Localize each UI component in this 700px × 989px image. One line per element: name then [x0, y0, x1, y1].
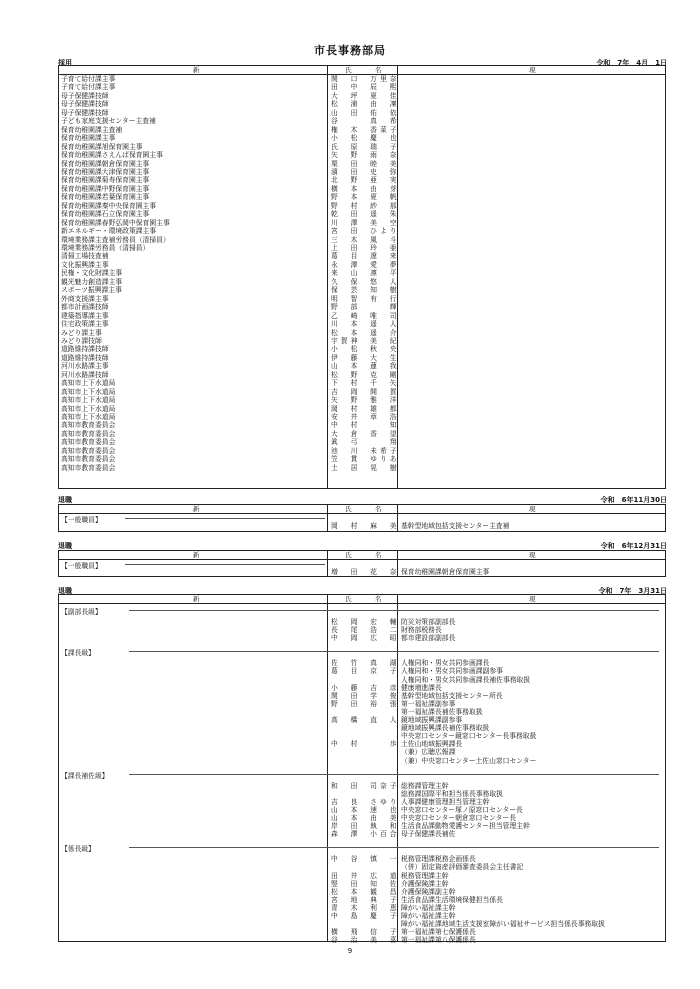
new-position-cell: 保育幼稚園課旭保育園主事	[61, 142, 143, 151]
name-cell: 小 藤 吉 彦	[331, 683, 400, 692]
table-row	[59, 83, 665, 91]
header-mei: 名	[375, 551, 382, 559]
section-label-taishoku-3: 退職	[58, 587, 72, 595]
new-position-cell: 道路維持課技師	[61, 353, 109, 362]
header-mei: 名	[375, 595, 382, 603]
header-new: 新	[193, 66, 200, 74]
name-cell: 大 坪 夏 佳	[331, 91, 400, 100]
current-cell: 第一福祉課長補佐事務取扱	[401, 707, 483, 716]
current-cell: 障がい福祉課主幹	[401, 912, 456, 920]
table-row	[59, 126, 665, 134]
name-cell: 岡 村 麻 美	[331, 522, 400, 530]
group-rule	[125, 518, 325, 519]
new-position-cell: 民権・文化財課主事	[61, 269, 123, 278]
header-current: 現	[529, 66, 536, 74]
name-cell: 濱 田 史 弥	[331, 167, 400, 176]
header-current: 現	[529, 595, 536, 603]
current-cell: 財務部税務長	[401, 626, 442, 635]
current-cell: 介護保険課主幹	[401, 879, 449, 888]
name-cell: 氏 原 瑞 子	[331, 142, 400, 151]
name-cell: 三 木 風 斗	[331, 235, 400, 244]
name-cell: 佐 竹 真 湖	[331, 659, 400, 668]
new-position-cell: 新エネルギー・環境政策課主事	[61, 227, 157, 236]
name-cell: 中 島 慶 子	[331, 912, 400, 920]
new-position-cell: 保育幼稚園課秦中央保育園主事	[61, 201, 157, 210]
name-cell: 宮 田 ひより	[331, 227, 400, 236]
name-cell: 葛 目 遼 来	[331, 252, 400, 261]
name-cell: 久 保 悠 人	[331, 277, 400, 286]
table-row	[59, 312, 665, 320]
table-row	[59, 568, 665, 576]
new-position-cell: 住宅政策課主事	[61, 320, 109, 329]
group-rule	[129, 610, 659, 611]
name-cell: 山 本 蓮 我	[331, 362, 400, 371]
new-position-cell: 高知市教育委員会	[61, 455, 116, 464]
current-cell: 人権同和・男女共同参画課長	[401, 659, 490, 668]
table-row	[59, 151, 665, 159]
current-cell: 生活食品課動物愛護センター担当管理主幹	[401, 822, 530, 831]
table-row	[59, 117, 665, 125]
name-cell: 永 澤 愛 夢	[331, 260, 400, 269]
new-position-cell: みどり課技師	[61, 336, 102, 345]
new-position-cell: 建築指導課主事	[61, 311, 109, 320]
current-cell: 介護保険課副主幹	[401, 887, 456, 896]
current-cell: 人事課健康管理担当管理主幹	[401, 797, 490, 806]
new-position-cell: 保育幼稚園課さえんば保育園主事	[61, 151, 163, 160]
group-label: 【係長級】	[61, 845, 95, 854]
table-row	[59, 371, 665, 379]
name-cell: 矢 野 雨 奈	[331, 151, 400, 160]
name-cell: 森 澤 小百合	[331, 830, 400, 839]
group-label: 【課長級】	[61, 649, 95, 658]
current-cell: 税務管理課税務企画係長	[401, 855, 476, 864]
header-shi: 氏	[345, 551, 352, 559]
name-cell: 大 倉 香 望	[331, 429, 400, 438]
group-rule	[125, 564, 325, 565]
table-row	[59, 405, 665, 413]
new-position-cell: 高知市上下水道局	[61, 396, 116, 405]
table-row	[59, 219, 665, 227]
current-cell: 生活食品課生活環境保健担当係長	[401, 895, 503, 904]
name-cell: 岸 田 執 和	[331, 822, 400, 831]
name-cell: 竪 田 知 佐	[331, 879, 400, 888]
page-number: 9	[347, 947, 353, 955]
new-position-cell: 高知市上下水道局	[61, 387, 116, 396]
table-row	[59, 252, 665, 260]
table-row	[59, 269, 665, 277]
table-row	[59, 278, 665, 286]
new-position-cell: 高知市教育委員会	[61, 429, 116, 438]
current-cell: 母子保健課長補佐	[401, 830, 456, 839]
section-date-taishoku-1: 令和 6年11月30日	[600, 496, 667, 504]
table-row	[59, 295, 665, 303]
new-position-cell: 保育幼稚園課石立保育園主事	[61, 210, 150, 219]
new-position-cell: 高知市教育委員会	[61, 421, 116, 430]
table-row	[59, 396, 665, 404]
table-row	[59, 438, 665, 446]
table-row	[59, 464, 665, 472]
section-date-taishoku-3: 令和 7年 3月31日	[598, 587, 667, 595]
new-position-cell: 道路維持課技師	[61, 345, 109, 354]
current-cell: （兼）広聴広報課	[401, 748, 456, 757]
new-position-cell: 保育幼稚園課主査補	[61, 125, 123, 134]
new-position-cell: 環境業務課労務員（清掃員）	[61, 244, 150, 252]
name-cell: 川 澤 美 空	[331, 218, 400, 227]
name-cell: 乙 崎 唯 司	[331, 311, 400, 320]
name-cell: 上 田 玲 亜	[331, 244, 400, 252]
current-cell: 鏡地域振興課長補佐事務取扱	[401, 724, 490, 733]
table-row	[59, 227, 665, 235]
new-position-cell: 文化振興課主事	[61, 260, 109, 269]
name-cell: 野 田 裕 張	[331, 699, 400, 708]
name-cell: 眞 弓 翔	[331, 438, 400, 447]
current-cell: 基幹型地域包括支援センター主査補	[401, 522, 510, 530]
new-position-cell: 清掃工場技査補	[61, 252, 109, 261]
name-cell: 中 谷 慎 一	[331, 855, 400, 864]
group-label: 【一般職員】	[61, 516, 102, 524]
header-current: 現	[529, 551, 536, 559]
current-cell: 中央窓口センター鏡窓口センター長事務取扱	[401, 732, 537, 741]
name-cell: 増 田 花 奈	[331, 568, 400, 576]
table-row	[59, 329, 665, 337]
table-row	[59, 160, 665, 168]
table-row	[59, 455, 665, 463]
name-cell: 栗 田 睦 美	[331, 159, 400, 168]
name-cell: 権 木 香菜子	[331, 125, 400, 134]
header-shi: 氏	[345, 595, 352, 603]
section-label-taishoku-2: 退職	[58, 542, 72, 550]
new-position-cell: 保育幼稚園課若葉保育園主事	[61, 193, 150, 202]
new-position-cell: 河川水路課主事	[61, 362, 109, 371]
table-header	[59, 595, 665, 604]
group-rule	[129, 651, 659, 652]
new-position-cell: 高知市教育委員会	[61, 446, 116, 455]
name-cell: 中 岡 広 昭	[331, 634, 400, 643]
table-row	[59, 109, 665, 117]
current-cell: 税務管理課主幹	[401, 871, 449, 880]
name-cell: 宇賀神 美 紀	[331, 336, 400, 345]
new-position-cell: 高知市上下水道局	[61, 379, 116, 388]
name-cell: 松 岡 宏 輔	[331, 618, 400, 626]
new-position-cell: 高知市上下水道局	[61, 413, 116, 421]
name-cell: 下 村 千 矢	[331, 379, 400, 388]
name-cell: 川 本 遥 人	[331, 320, 400, 329]
current-cell: 第一福祉課副参事	[401, 699, 456, 708]
current-cell: 人権同和・男女共同参画課長補佐事務取扱	[401, 675, 531, 684]
table-header	[59, 551, 665, 560]
column-divider	[327, 595, 328, 941]
header-shi: 氏	[345, 66, 352, 74]
table-row	[59, 522, 665, 530]
current-cell: 健康増進課長	[401, 683, 442, 692]
name-cell: 矢 野 雅 洋	[331, 396, 400, 405]
new-position-cell: 保育幼稚園課菊寿保育園主事	[61, 176, 150, 185]
name-cell: 野 部 輝	[331, 303, 400, 312]
name-cell: 乾 田 遥 朱	[331, 210, 400, 219]
current-cell: 保育幼稚園課朝倉保育園主事	[401, 568, 490, 576]
new-position-cell: 保育幼稚園課大津保育園主事	[61, 167, 150, 176]
table-row	[59, 345, 665, 353]
new-position-cell: 保育幼稚園課主事	[61, 134, 116, 143]
new-position-cell: 都市計画課技師	[61, 303, 109, 312]
table-row	[59, 320, 665, 328]
new-position-cell: 観光魅力創造課主事	[61, 277, 123, 286]
current-cell: 障がい福祉課地域生活支援室障がい福祉サービス担当係長事務取扱	[401, 920, 605, 929]
current-cell: 基幹型地域包括支援センター所長	[401, 691, 503, 700]
name-cell: 中 村 歩	[331, 740, 400, 749]
new-position-cell: 保育幼稚園課春野弘岡中保育園主事	[61, 218, 170, 227]
name-cell: 谷 真 希	[331, 117, 400, 126]
new-position-cell: みどり課主事	[61, 328, 102, 337]
current-cell: 第一福祉課第八保護係長	[401, 936, 476, 945]
name-cell: 吉 岡 開 賀	[331, 387, 400, 396]
name-cell: 松 浦 由 凜	[331, 100, 400, 109]
new-position-cell: 高知市教育委員会	[61, 438, 116, 447]
new-position-cell: 母子保健課技師	[61, 108, 109, 117]
name-cell: 保 芸 知 樹	[331, 286, 400, 295]
name-cell: 青 木 利 恵	[331, 903, 400, 912]
name-cell: 宮 地 典 子	[331, 895, 400, 904]
name-cell: 和 田 司奈子	[331, 781, 400, 790]
current-cell: 人権同和・男女共同参画課副参事	[401, 667, 503, 676]
name-cell: 山 田 佑 依	[331, 108, 400, 117]
name-cell: 谷 治 美 喜	[331, 936, 400, 945]
taishoku-3-table	[58, 594, 666, 945]
current-cell: 中央窓口センター朝倉窓口センター長	[401, 814, 517, 822]
current-cell: （併）固定資産評価審査委員会主任書記	[401, 863, 524, 872]
new-position-cell: 子育て給付課主事	[61, 75, 116, 83]
header-shi: 氏	[345, 505, 352, 513]
section-label-taishoku-1: 退職	[58, 496, 72, 504]
header-new: 新	[193, 551, 200, 559]
name-cell: 松 野 克 剛	[331, 370, 400, 379]
new-position-cell: 高知市上下水道局	[61, 404, 116, 413]
name-cell: 中 村 知	[331, 421, 400, 430]
name-cell: 田 中 辰 熙	[331, 83, 400, 92]
current-cell: 障がい福祉課主幹	[401, 903, 456, 912]
header-new: 新	[193, 505, 200, 513]
current-cell: 総務課管理主幹	[401, 781, 449, 790]
table-row	[59, 202, 665, 210]
current-cell: 鏡地域振興課副参事	[401, 716, 463, 724]
name-cell: 高 橋 直 人	[331, 716, 400, 724]
name-cell: 野 本 夏 帆	[331, 193, 400, 202]
name-cell: 土 居 晃 樹	[331, 463, 400, 472]
group-rule	[129, 847, 659, 848]
table-row	[59, 388, 665, 396]
name-cell: 山 本 速 也	[331, 805, 400, 814]
name-cell: 伊 藤 大 生	[331, 353, 400, 362]
group-label: 【副部長級】	[61, 608, 102, 616]
table-row	[59, 286, 665, 294]
name-cell: 葛 目 京 子	[331, 667, 400, 676]
new-position-cell: 環境業務課主査補労務員（清掃員）	[61, 235, 170, 244]
name-cell: 松 本 遥 介	[331, 328, 400, 337]
table-row	[59, 236, 665, 244]
taishoku-2-table	[58, 550, 666, 577]
table-row	[59, 303, 665, 311]
table-row	[59, 193, 665, 201]
name-cell: 来 山 凛 平	[331, 269, 400, 278]
header-current: 現	[529, 505, 536, 513]
new-position-cell: 子育て給付課主事	[61, 83, 116, 92]
name-cell: 小 松 秋 央	[331, 345, 400, 354]
table-row	[59, 379, 665, 387]
name-cell: 関 田 学 俊	[331, 691, 400, 700]
name-cell: 関 口 万里奈	[331, 75, 400, 83]
name-cell: 田 井 広 道	[331, 871, 400, 880]
table-row	[59, 362, 665, 370]
group-label: 【一般職員】	[61, 562, 102, 570]
group-label: 【課長補佐級】	[61, 771, 109, 780]
name-cell: 横 本 由 芽	[331, 184, 400, 193]
new-position-cell: スポーツ振興課主事	[61, 286, 122, 295]
new-position-cell: 母子保健課技師	[61, 91, 109, 100]
new-position-cell: 河川水路課技師	[61, 370, 109, 379]
name-cell: 安 井 章 浩	[331, 413, 400, 421]
table-row	[59, 143, 665, 151]
name-cell: 小 松 慶 也	[331, 134, 400, 143]
current-cell: 中央窓口センター塚ノ原窓口センター長	[401, 805, 523, 814]
name-cell: 横 飛 信 子	[331, 928, 400, 937]
header-mei: 名	[375, 505, 382, 513]
name-cell: 明 智 有 行	[331, 294, 400, 303]
current-cell: 総務課国際平和担当係長事務取扱	[401, 789, 503, 798]
table-header	[59, 66, 665, 75]
current-cell: 都市建設部副部長	[401, 634, 456, 643]
new-position-cell: 外商支援課主事	[61, 294, 109, 303]
new-position-cell: 高知市教育委員会	[61, 463, 116, 472]
name-cell: 松 本 観 昌	[331, 887, 400, 896]
name-cell: 池 川 未希子	[331, 446, 400, 455]
table-row	[59, 134, 665, 142]
name-cell: 野 村 紗 那	[331, 201, 400, 210]
name-cell: 岡 村 雄 都	[331, 404, 400, 413]
name-cell: 北 野 亜 実	[331, 176, 400, 185]
header-mei: 名	[375, 66, 382, 74]
current-cell: 防災対策部副部長	[401, 618, 456, 626]
table-row	[59, 210, 665, 218]
section-date-taishoku-2: 令和 6年12月31日	[600, 542, 667, 550]
current-cell: 第一福祉課第七保護係長	[401, 928, 476, 937]
new-position-cell: 母子保健課技師	[61, 100, 109, 109]
page-title: 市長事務部局	[314, 44, 386, 57]
section-label-saiyo: 採用	[58, 59, 72, 67]
table-header	[59, 505, 665, 514]
table-row	[59, 447, 665, 455]
table-row	[59, 100, 665, 108]
saiyo-table	[58, 65, 666, 489]
name-cell: 山 本 由 美	[331, 814, 400, 822]
taishoku-1-table	[58, 504, 666, 532]
current-cell: 土佐山地域振興課長	[401, 740, 463, 749]
header-new: 新	[193, 595, 200, 603]
table-row	[59, 176, 665, 184]
name-cell: 長 尾 浩 二	[331, 626, 400, 635]
name-cell: 吉 良 さゆり	[331, 797, 400, 806]
new-position-cell: 子ども家庭支援センター主査補	[61, 117, 156, 126]
name-cell: 笠 貫 ゆりあ	[331, 455, 400, 464]
new-position-cell: 保育幼稚園課中野保育園主事	[61, 184, 150, 193]
new-position-cell: 保育幼稚園課朝倉保育園主事	[61, 159, 150, 168]
table-row	[59, 421, 665, 429]
current-cell: （兼）中央窓口センター土佐山窓口センター	[401, 756, 537, 765]
section-date-saiyo: 令和 7年 4月 1日	[596, 59, 667, 67]
group-rule	[129, 774, 659, 775]
